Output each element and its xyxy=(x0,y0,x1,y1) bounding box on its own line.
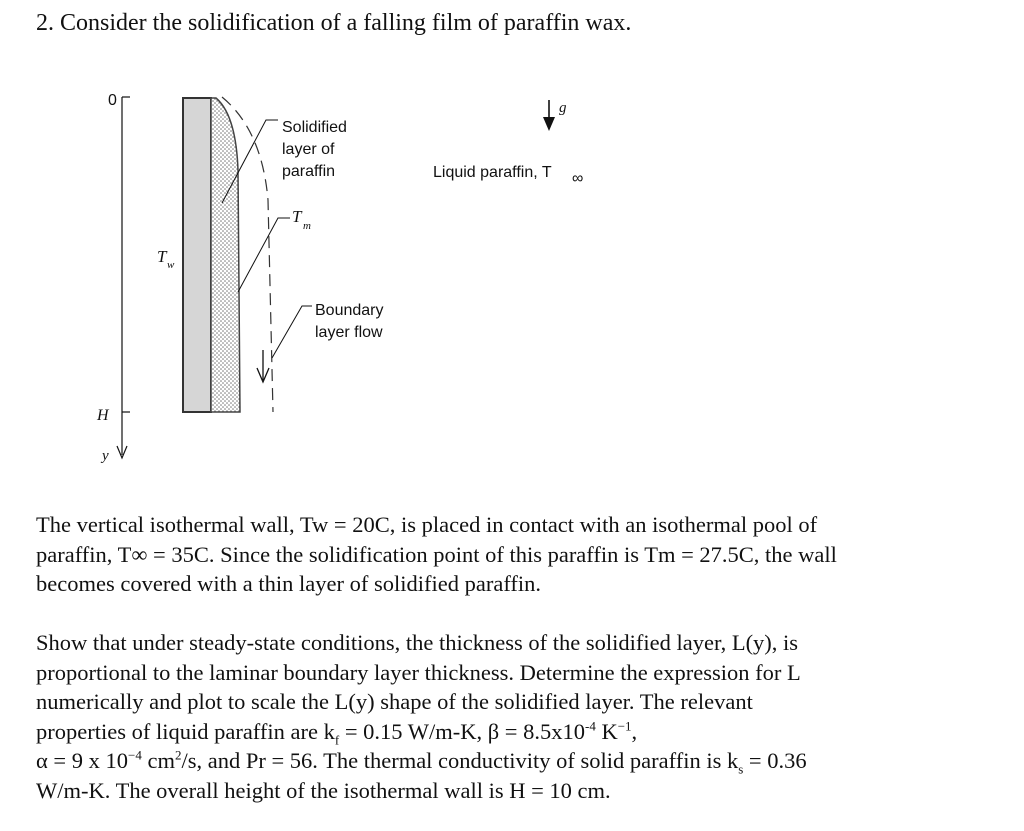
problem-statement: The vertical isothermal wall, Tw = 20C, is placed in contact with an isothermal pool of paraffin, T∞ = 35C. Since the solidification point of this paraffin is Tm = 27.5C, the wall becomes covered with a thin layer of solidified paraffin. xyxy=(36,512,837,596)
melt-temp-leader xyxy=(238,218,290,292)
problem-task: Show that under steady-state conditions, the thickness of the solidified layer, L(y), is proportional to the laminar boundary layer thickness. Determine the expression for L numerically and plot to scale the L(y) shape of the solidified layer. The relevant properties of liquid paraffin are $k_f = 0.15$ W/m-K, $\beta = 8.5x10^{-4}$ $K^{-1}$, α = 9 x $10^{-4}$ $cm^2/s$, and Pr = 56. The thermal conductivity of solid paraffin is $k_s = 0.36$ W/m-K. The overall height of the isothermal wall is H = 10 cm. xyxy=(36,630,807,803)
melt-temperature-label xyxy=(292,207,311,232)
svg-text:m: m xyxy=(303,220,311,232)
flow-arrow-icon xyxy=(257,350,269,382)
boundary-layer-label-1: Boundary xyxy=(315,302,384,319)
svg-text:T: T xyxy=(157,247,167,266)
solid-layer-label-2: layer of xyxy=(282,141,335,158)
liquid-paraffin-label xyxy=(433,164,583,187)
solid-layer-label-3: paraffin xyxy=(282,163,336,180)
gravity-arrow-icon xyxy=(543,100,555,131)
svg-text:∞: ∞ xyxy=(572,170,584,187)
wall-temperature-label xyxy=(157,247,175,271)
svg-text:Liquid paraffin, T: Liquid paraffin, T xyxy=(433,164,552,181)
axis-top-label: 0 xyxy=(108,92,117,109)
isothermal-wall xyxy=(183,98,211,412)
svg-text:T: T xyxy=(292,207,302,226)
problem-title: 2. Consider the solidification of a falling film of paraffin wax. xyxy=(36,10,632,36)
svg-text:w: w xyxy=(167,259,175,271)
axis-bottom-label: H xyxy=(97,407,109,424)
axis-y-label: y xyxy=(102,448,109,464)
boundary-layer-leader xyxy=(272,306,312,358)
solid-layer-label-1: Solidified xyxy=(282,119,347,136)
solidified-layer xyxy=(211,98,240,412)
gravity-label: g xyxy=(559,100,567,116)
y-axis xyxy=(96,92,130,464)
boundary-layer-label-2: layer flow xyxy=(315,324,383,341)
